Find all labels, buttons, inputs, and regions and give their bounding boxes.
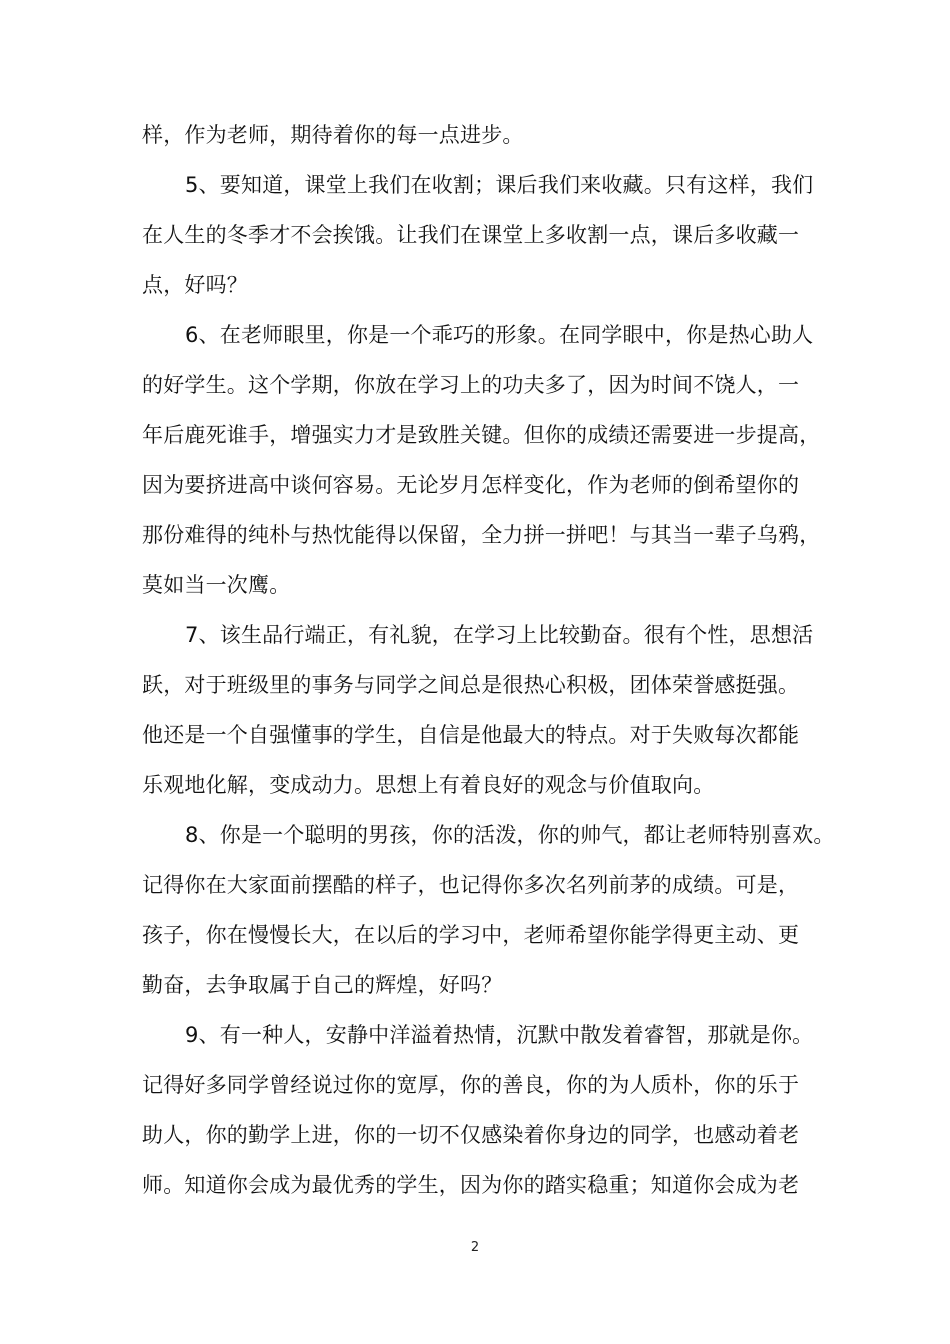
text-line-10: 莫如当一次鹰。 [142, 573, 291, 597]
text-line-12: 跃，对于班级里的事务与同学之间总是很热心积极，团体荣誉感挺强。 [142, 673, 800, 697]
text-line-4: 点，好吗？ [142, 273, 248, 297]
text-line-22: 师。知道你会成为最优秀的学生，因为你的踏实稳重；知道你会成为老 [142, 1173, 800, 1197]
text-line-3: 在人生的冬季才不会挨饿。让我们在课堂上多收割一点，课后多收藏一 [142, 223, 800, 247]
text-line-8: 因为要挤进高中谈何容易。无论岁月怎样变化，作为老师的倒希望你的 [142, 473, 800, 497]
text-line-2: 5、要知道，课堂上我们在收割；课后我们来收藏。只有这样，我们 [185, 173, 814, 197]
text-line-6: 的好学生。这个学期，你放在学习上的功夫多了，因为时间不饶人，一 [142, 373, 800, 397]
text-line-15: 8、你是一个聪明的男孩，你的活泼，你的帅气，都让老师特别喜欢。 [185, 823, 835, 847]
page-number: 2 [470, 1240, 480, 1255]
text-line-1: 样，作为老师，期待着你的每一点进步。 [142, 123, 524, 147]
text-line-16: 记得你在大家面前摆酷的样子，也记得你多次名列前茅的成绩。可是， [142, 873, 800, 897]
text-line-17: 孩子，你在慢慢长大，在以后的学习中，老师希望你能学得更主动、更 [142, 923, 800, 947]
text-line-19: 9、有一种人，安静中洋溢着热情，沉默中散发着睿智，那就是你。 [185, 1023, 814, 1047]
text-line-9: 那份难得的纯朴与热忱能得以保留，全力拼一拼吧！与其当一辈子乌鸦， [142, 523, 821, 547]
text-line-21: 助人，你的勤学上进，你的一切不仅感染着你身边的同学，也感动着老 [142, 1123, 800, 1147]
text-line-18: 勤奋，去争取属于自己的辉煌，好吗？ [142, 973, 503, 997]
text-line-20: 记得好多同学曾经说过你的宽厚，你的善良，你的为人质朴，你的乐于 [142, 1073, 800, 1097]
text-line-11: 7、该生品行端正，有礼貌，在学习上比较勤奋。很有个性，思想活 [185, 623, 814, 647]
text-line-5: 6、在老师眼里，你是一个乖巧的形象。在同学眼中，你是热心助人 [185, 323, 814, 347]
text-line-7: 年后鹿死谁手，增强实力才是致胜关键。但你的成绩还需要进一步提高， [142, 423, 821, 447]
text-line-13: 他还是一个自强懂事的学生，自信是他最大的特点。对于失败每次都能 [142, 723, 800, 747]
text-line-14: 乐观地化解，变成动力。思想上有着良好的观念与价值取向。 [142, 773, 715, 797]
